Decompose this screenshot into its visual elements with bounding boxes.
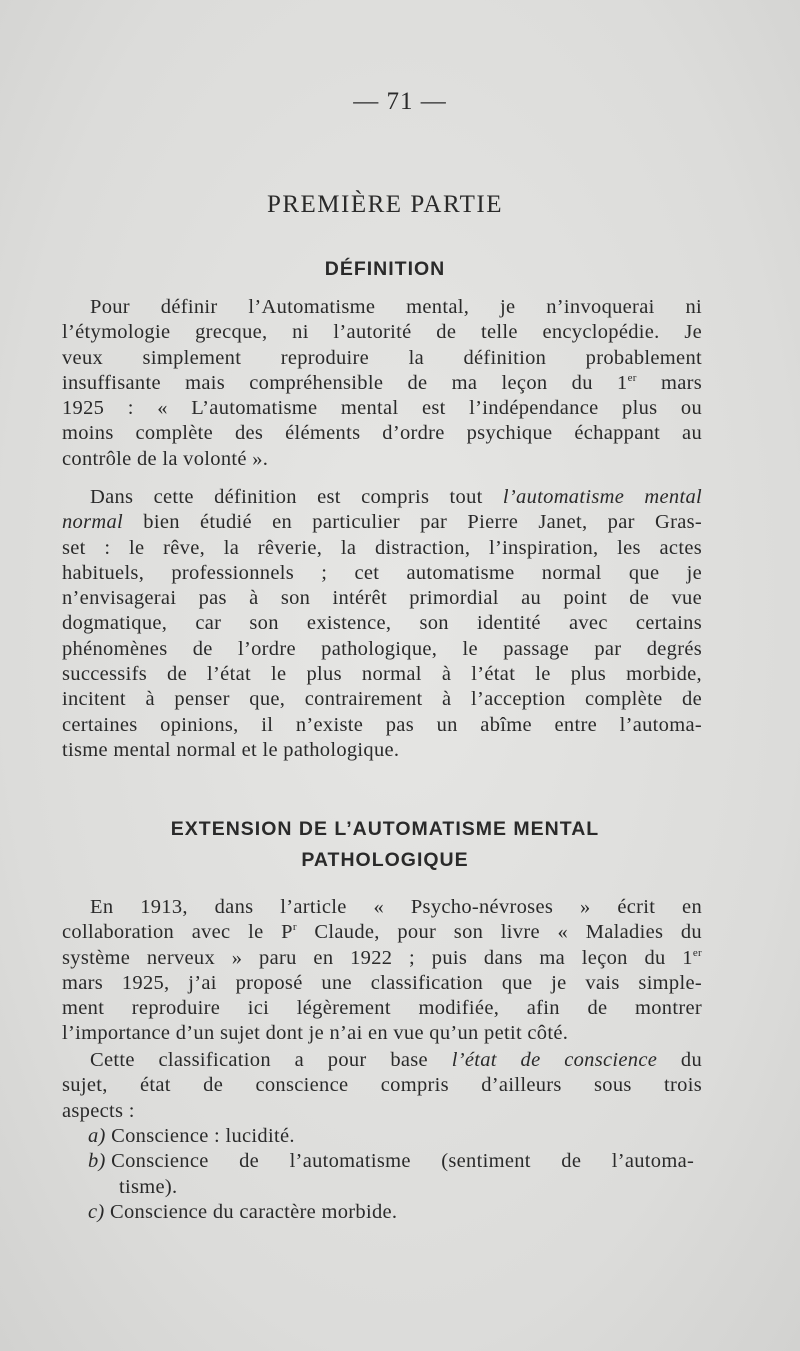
text-line: phénomènes de l’ordre pathologique, le passage par degrés <box>62 637 702 660</box>
section-title-definition: DÉFINITION <box>324 258 446 280</box>
text-line: veux simplement reproduire la définition probablement <box>62 346 702 369</box>
text-line <box>62 1048 702 1073</box>
text-fragment: bien étudié en particulier par Pierre Janet, par Gras- <box>123 511 702 534</box>
text-line: ment reproduire ici légèrement modifiée, afin de montrer <box>62 997 702 1020</box>
list-item-text: Conscience du caractère morbide. <box>109 1200 398 1223</box>
text-line: set : le rêve, la rêverie, la distraction, l’inspiration, les actes <box>62 536 702 559</box>
text-fragment: Dans cette définition est compris tout <box>90 486 503 508</box>
text-line: sujet, état de conscience compris d’ailleurs sous trois <box>62 1074 702 1097</box>
text-line: mars 1925, j’ai proposé une classification que je vais simple- <box>62 971 702 994</box>
list-marker: c) <box>88 1200 105 1223</box>
superscript: er <box>627 371 637 384</box>
text-line <box>62 510 702 535</box>
list-item-text: Conscience de l’automatisme (sentiment de l’automa- <box>111 1150 695 1173</box>
list-item <box>88 1149 708 1174</box>
text-line: tisme mental normal et le pathologique. <box>62 738 400 761</box>
text-line <box>62 920 702 945</box>
paragraph-definition <box>62 295 702 472</box>
text-fragment: Claude, pour son livre « Maladies du <box>296 921 702 944</box>
aspects-list <box>88 1124 708 1225</box>
text-line: Pour définir l’Automatisme mental, je n’invoquerai ni <box>90 296 702 318</box>
text-fragment: collaboration avec le P <box>62 921 293 944</box>
section-title-line: PATHOLOGIQUE <box>301 849 469 871</box>
text-fragment: Cette classification a pour base <box>90 1049 452 1071</box>
italic-term: l’automatisme mental <box>502 486 703 508</box>
text-line: l’importance d’un sujet dont je n’ai en vue qu’un petit côté. <box>62 1022 569 1045</box>
text-line: dogmatique, car son existence, son identité avec certains <box>62 612 702 635</box>
part-title: PREMIÈRE PARTIE <box>266 191 504 218</box>
list-item <box>88 1124 708 1149</box>
text-fragment: système nerveux » paru en 1922 ; puis dans ma leçon du 1 <box>62 946 693 969</box>
text-line <box>62 371 702 396</box>
superscript: er <box>692 946 702 959</box>
text-line: incitent à penser que, contrairement à l’acception complète de <box>62 688 702 711</box>
section-title-extension <box>0 814 770 876</box>
text-fragment: du <box>657 1049 703 1071</box>
text-line: certaines opinions, il n’existe pas un abîme entre l’automa- <box>62 713 702 736</box>
text-line <box>62 485 702 510</box>
text-line: n’envisagerai pas à son intérêt primordial au point de vue <box>62 587 702 610</box>
list-item-text: Conscience : lucidité. <box>111 1125 295 1147</box>
text-line: l’étymologie grecque, ni l’autorité de telle encyclopédie. Je <box>62 321 702 344</box>
italic-term: l’état de conscience <box>451 1049 658 1071</box>
text-line: aspects : <box>62 1099 135 1122</box>
text-line: 1925 : « L’automatisme mental est l’indépendance plus ou <box>62 397 702 420</box>
paragraph-classification-intro <box>62 895 702 1047</box>
text-fragment: insuffisante mais compréhensible de ma leçon du 1 <box>62 371 628 394</box>
list-item-continuation: tisme). <box>119 1175 178 1198</box>
superscript: r <box>292 921 297 934</box>
list-item <box>88 1200 708 1225</box>
italic-term: normal <box>62 511 124 534</box>
text-line: successifs de l’état le plus normal à l’état le plus morbide, <box>62 663 702 686</box>
text-fragment: mars <box>636 371 703 394</box>
text-line <box>62 946 702 971</box>
list-marker: a) <box>88 1125 106 1147</box>
paragraph-classification-base <box>62 1048 702 1124</box>
paragraph-automatisme-normal <box>62 485 702 763</box>
text-line: moins complète des éléments d’ordre psychique échappant au <box>62 422 702 445</box>
section-title-line: EXTENSION DE L’AUTOMATISME MENTAL <box>170 818 600 840</box>
text-line: En 1913, dans l’article « Psycho-névroses » écrit en <box>90 896 702 918</box>
list-marker: b) <box>88 1150 106 1173</box>
text-line: habituels, professionnels ; cet automatisme normal que je <box>62 561 702 584</box>
page-number: — 71 — <box>353 88 447 115</box>
text-line: contrôle de la volonté ». <box>62 447 269 470</box>
